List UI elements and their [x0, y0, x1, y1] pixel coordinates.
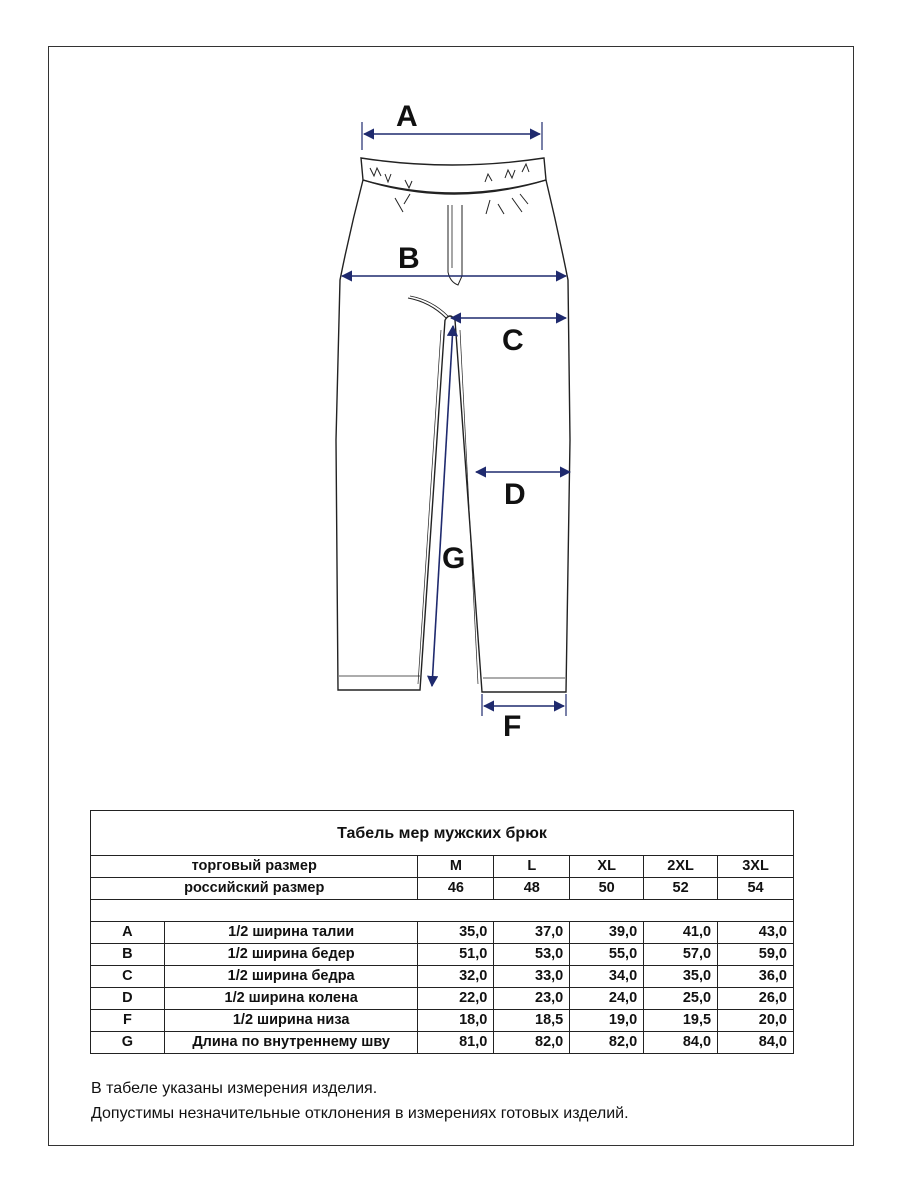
measure-value: 39,0 [570, 922, 644, 944]
measure-value: 19,0 [570, 1010, 644, 1032]
russian-size-cell: 48 [494, 878, 570, 900]
measure-value: 53,0 [494, 944, 570, 966]
label-d: D [504, 478, 526, 511]
measure-value: 84,0 [718, 1032, 794, 1054]
trade-size-cell: M [418, 856, 494, 878]
russian-size-cell: 52 [644, 878, 718, 900]
russian-size-row [91, 878, 794, 900]
measure-name: 1/2 ширина талии [164, 922, 418, 944]
table-row [91, 988, 794, 1010]
measure-value: 55,0 [570, 944, 644, 966]
russian-size-label: российский размер [91, 878, 418, 900]
trade-size-cell: L [494, 856, 570, 878]
spacer-row [91, 900, 794, 922]
trousers-outline [336, 158, 570, 692]
measure-code: B [91, 944, 165, 966]
label-g: G [442, 542, 466, 575]
measure-value: 59,0 [718, 944, 794, 966]
measure-code: G [91, 1032, 165, 1054]
measure-value: 33,0 [494, 966, 570, 988]
trade-size-cell: 2XL [644, 856, 718, 878]
measure-name: 1/2 ширина бедра [164, 966, 418, 988]
measure-value: 20,0 [718, 1010, 794, 1032]
table-title: Табель мер мужских брюк [91, 811, 794, 856]
measure-value: 43,0 [718, 922, 794, 944]
measure-value: 35,0 [418, 922, 494, 944]
measure-value: 32,0 [418, 966, 494, 988]
measure-value: 24,0 [570, 988, 644, 1010]
table-row [91, 966, 794, 988]
table-row [91, 1010, 794, 1032]
measure-value: 23,0 [494, 988, 570, 1010]
measure-value: 18,5 [494, 1010, 570, 1032]
label-b: B [398, 242, 420, 275]
measure-value: 25,0 [644, 988, 718, 1010]
measure-code: C [91, 966, 165, 988]
measure-name: 1/2 ширина бедер [164, 944, 418, 966]
russian-size-cell: 50 [570, 878, 644, 900]
measure-code: A [91, 922, 165, 944]
measure-value: 34,0 [570, 966, 644, 988]
label-a: A [396, 100, 418, 133]
trade-size-row [91, 856, 794, 878]
label-f: F [503, 710, 522, 743]
measure-line-g [432, 326, 453, 686]
measure-name: Длина по внутреннему шву [164, 1032, 418, 1054]
measure-value: 36,0 [718, 966, 794, 988]
measure-value: 57,0 [644, 944, 718, 966]
measure-value: 41,0 [644, 922, 718, 944]
note-line-2: Допустимы незначительные отклонения в измерениях готовых изделий. [91, 1105, 629, 1122]
size-table [90, 810, 794, 1054]
table-row [91, 1032, 794, 1054]
measure-value: 35,0 [644, 966, 718, 988]
measure-value: 19,5 [644, 1010, 718, 1032]
table-row [91, 944, 794, 966]
note-line-1: В табеле указаны измерения изделия. [91, 1080, 378, 1097]
measure-value: 18,0 [418, 1010, 494, 1032]
measure-code: F [91, 1010, 165, 1032]
trade-size-cell: XL [570, 856, 644, 878]
measure-code: D [91, 988, 165, 1010]
table-row [91, 922, 794, 944]
measure-name: 1/2 ширина колена [164, 988, 418, 1010]
trade-size-label: торговый размер [91, 856, 418, 878]
measure-value: 37,0 [494, 922, 570, 944]
label-c: C [502, 324, 524, 357]
measure-value: 51,0 [418, 944, 494, 966]
measure-value: 26,0 [718, 988, 794, 1010]
measure-value: 81,0 [418, 1032, 494, 1054]
trade-size-cell: 3XL [718, 856, 794, 878]
russian-size-cell: 54 [718, 878, 794, 900]
measure-value: 82,0 [494, 1032, 570, 1054]
measurement-lines [342, 122, 570, 716]
measure-value: 82,0 [570, 1032, 644, 1054]
measure-value: 84,0 [644, 1032, 718, 1054]
measure-name: 1/2 ширина низа [164, 1010, 418, 1032]
measure-value: 22,0 [418, 988, 494, 1010]
russian-size-cell: 46 [418, 878, 494, 900]
